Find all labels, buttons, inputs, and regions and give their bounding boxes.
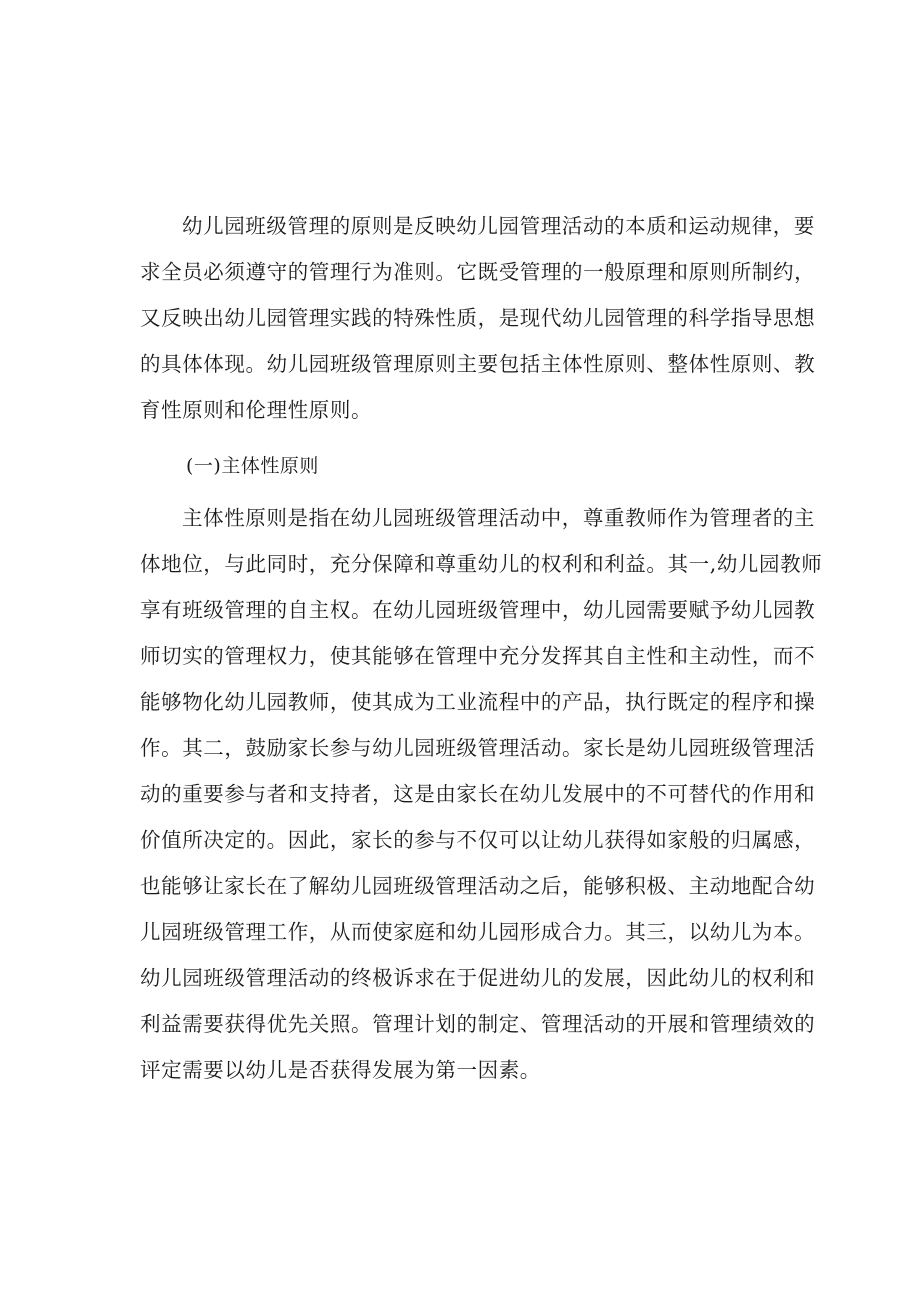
paragraph-line: 能够物化幼儿园教师，使其成为工业流程中的产品，执行既定的程序和操 [140,690,816,714]
paragraph-line: 利益需要获得优先关照。管理计划的制定、管理活动的开展和管理绩效的 [140,1012,816,1036]
paragraph-line: 体地位，与此同时，充分保障和尊重幼儿的权利和利益。其一,幼儿园教师 [140,552,823,576]
paragraph-line: 育性原则和伦理性原则。 [140,398,373,422]
paragraph-line: 的具体体现。幼儿园班级管理原则主要包括主体性原则、整体性原则、教 [140,352,816,376]
paragraph-line: 又反映出幼儿园管理实践的特殊性质，是现代幼儿园管理的科学指导思想 [140,306,816,330]
paragraph-line: 幼儿园班级管理的原则是反映幼儿园管理活动的本质和运动规律，要 [182,214,815,238]
paragraph-line: 作。其二，鼓励家长参与幼儿园班级管理活动。家长是幼儿园班级管理活 [140,736,816,760]
paragraph-line: 主体性原则是指在幼儿园班级管理活动中，尊重教师作为管理者的主 [182,506,815,530]
paragraph-line: 也能够让家长在了解幼儿园班级管理活动之后，能够积极、主动地配合幼 [140,874,816,898]
paragraph-line: 动的重要参与者和支持者，这是由家长在幼儿发展中的不可替代的作用和 [140,782,816,806]
paragraph-line: 儿园班级管理工作，从而使家庭和幼儿园形成合力。其三，以幼儿为本。 [140,920,816,944]
paragraph-line: 求全员必须遵守的管理行为准则。它既受管理的一般原理和原则所制约， [140,260,816,284]
paragraph-line: 评定需要以幼儿是否获得发展为第一因素。 [140,1058,541,1082]
paragraph-line: 幼儿园班级管理活动的终极诉求在于促进幼儿的发展，因此幼儿的权利和 [140,966,816,990]
paragraph-line: 价值所决定的。因此，家长的参与不仅可以让幼儿获得如家般的归属感， [140,828,816,852]
paragraph-line: 师切实的管理权力，使其能够在管理中充分发挥其自主性和主动性，而不 [140,644,816,668]
paragraph-line: 享有班级管理的自主权。在幼儿园班级管理中，幼儿园需要赋予幼儿园教 [140,598,816,622]
section-heading: (一)主体性原则 [186,455,319,477]
